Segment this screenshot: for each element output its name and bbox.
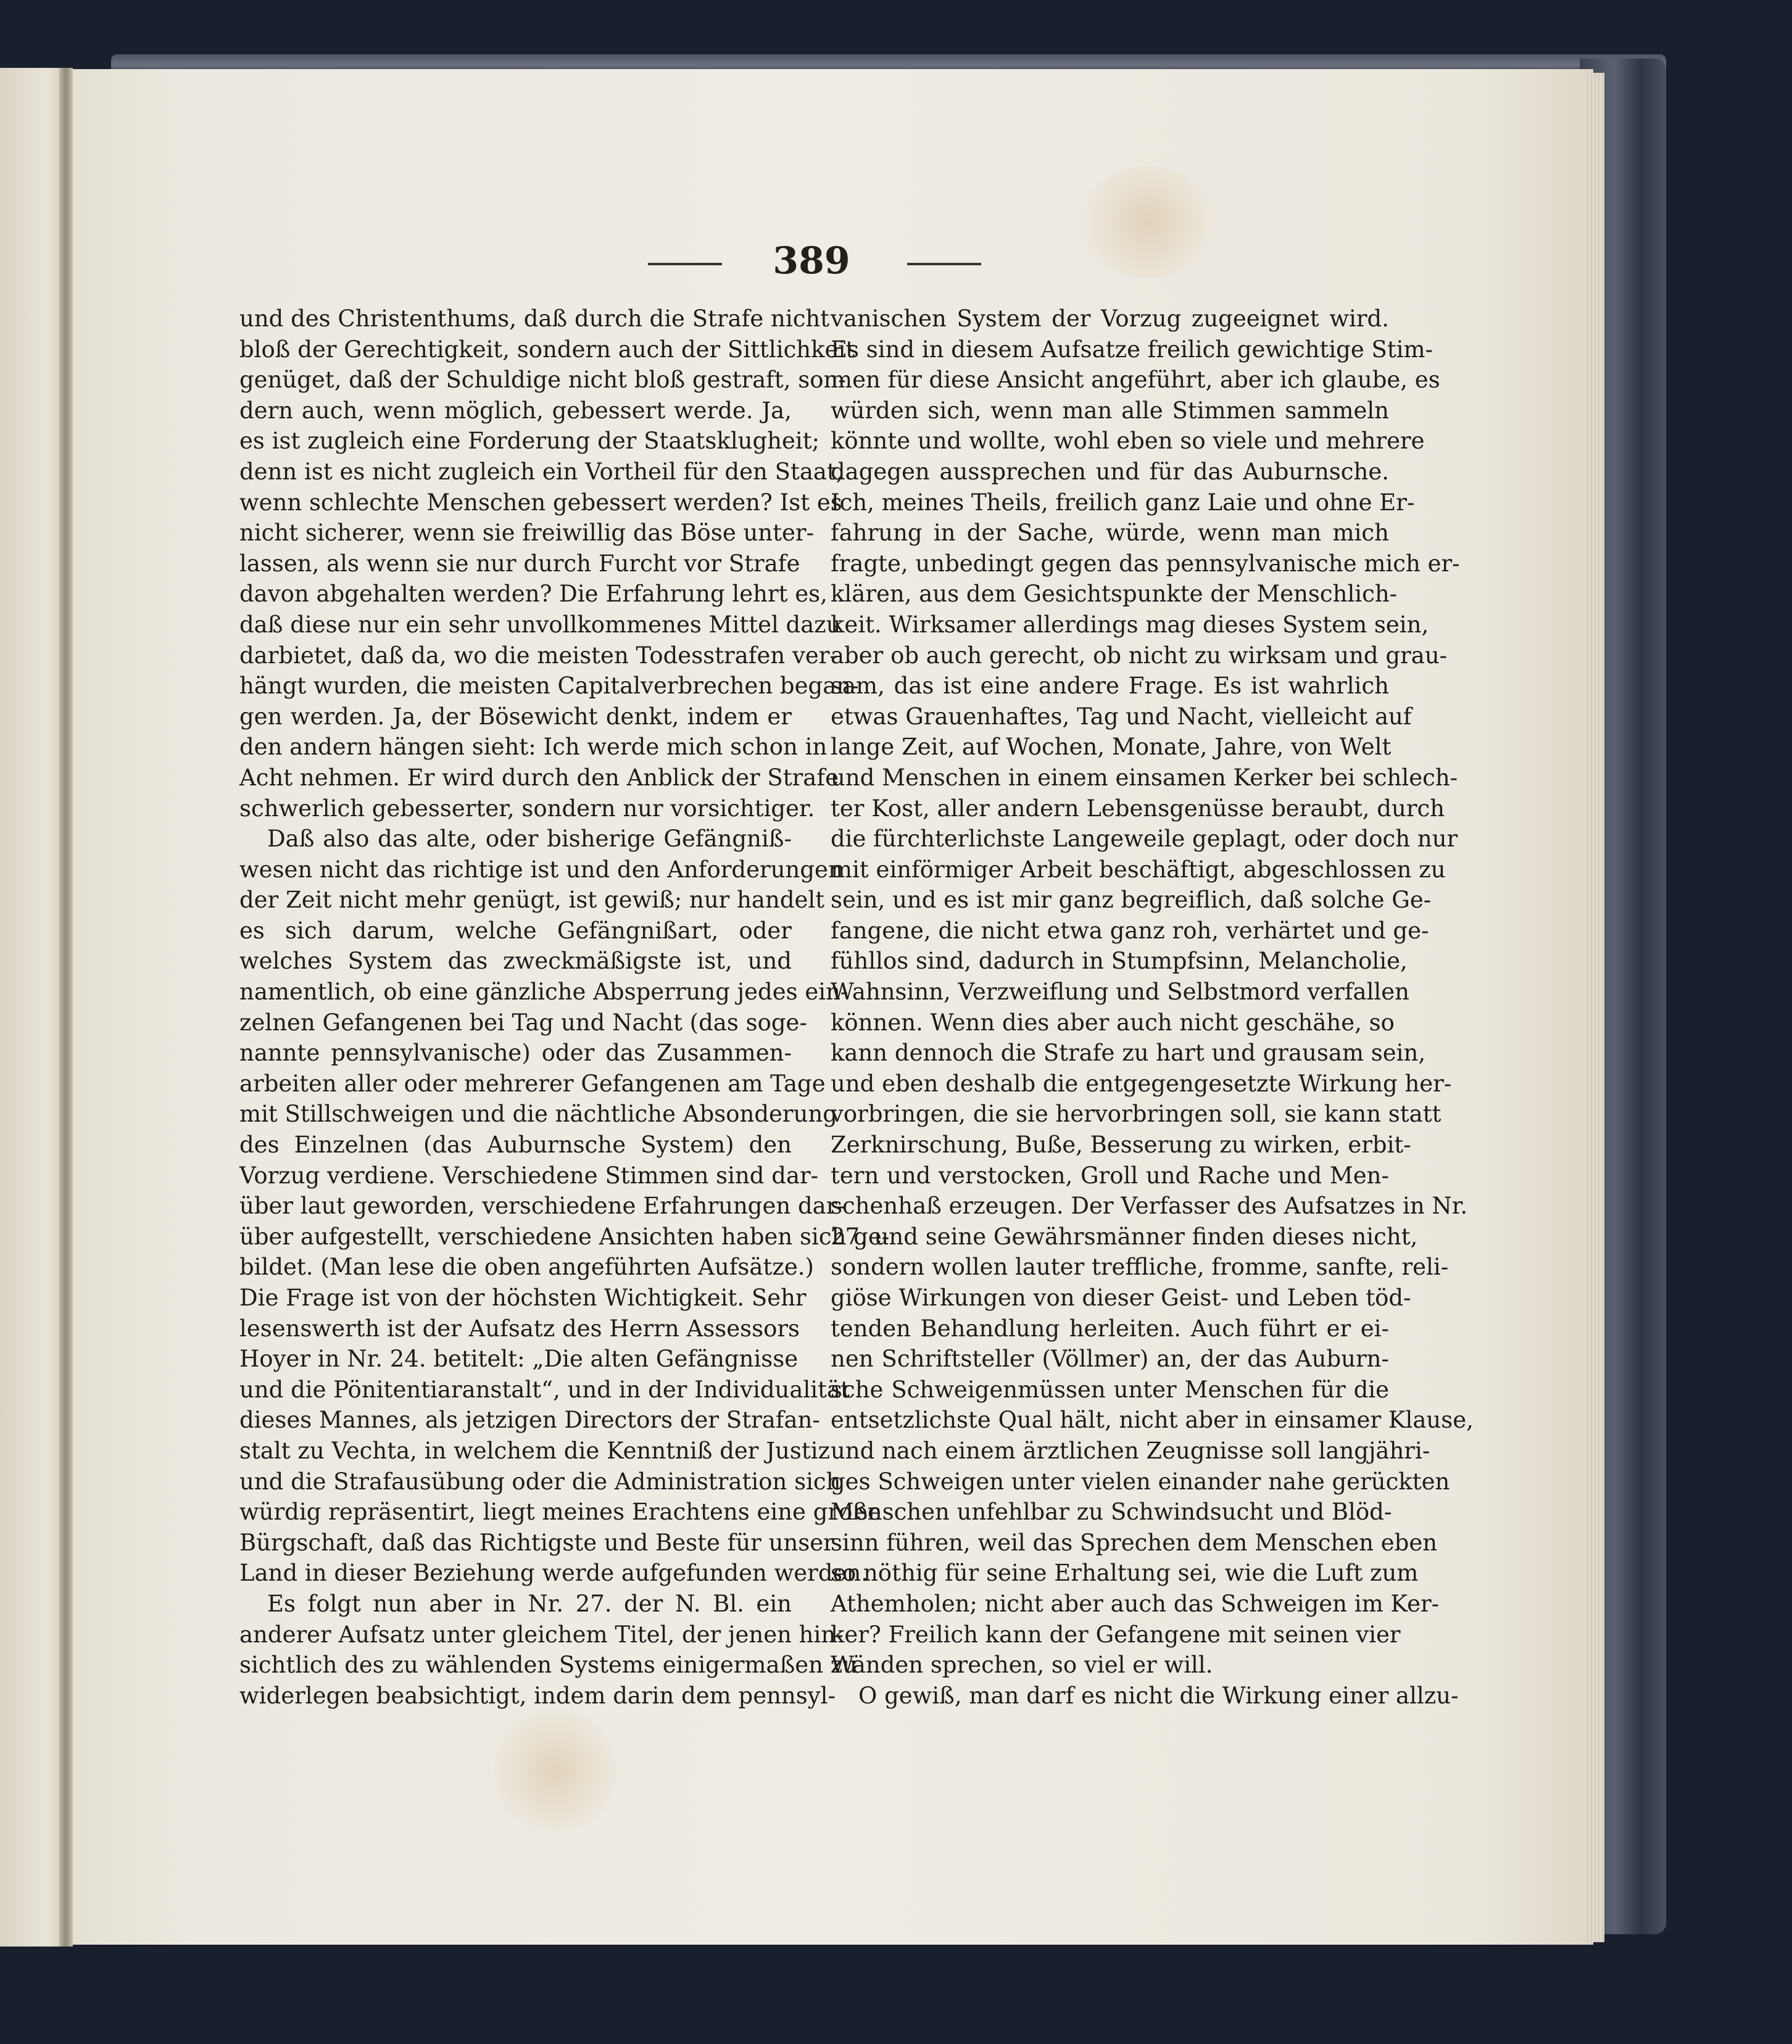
text-line: sein, und es ist mir ganz begreiflich, daß solche Ge- [831,887,1432,914]
text-line: lassen, als wenn sie nur durch Furcht vor Strafe [239,550,800,577]
text-line: so nöthig für seine Erhaltung sei, wie die Luft zum [831,1560,1419,1587]
text-line: wenn schlechte Menschen gebessert werden? Ist es [239,489,842,516]
text-line: men für diese Ansicht angeführt, aber ich glaube, es [831,366,1440,394]
text-line: Acht nehmen. Er wird durch den Anblick der Strafe [239,764,839,791]
text-line: etwas Grauenhaftes, Tag und Nacht, vielleicht auf [831,703,1412,730]
text-line: Vorzug verdiene. Verschiedene Stimmen sind dar- [239,1162,819,1189]
text-line: fühllos sind, dadurch in Stumpfsinn, Melancholie, [831,948,1408,975]
text-column-left [239,304,890,1711]
text-line: bloß der Gerechtigkeit, sondern auch der Sittlichkeit [239,336,855,363]
text-line: und die Pönitentiaranstalt“, und in der Individualität [239,1376,850,1403]
text-line: genüget, daß der Schuldige nicht bloß gestraft, son- [239,366,846,394]
text-line: keit. Wirksamer allerdings mag dieses System sein, [831,611,1429,638]
text-line: tenden Behandlung herleiten. Auch führt er ei- [831,1315,1389,1342]
text-line: welches System das zweckmäßigste ist, und [239,948,792,975]
text-line: darbietet, daß da, wo die meisten Todesstrafen ver- [239,642,837,669]
text-line: über aufgestellt, verschiedene Ansichten haben sich ge- [239,1223,890,1250]
text-line: entsetzlichste Qual hält, nicht aber in einsamer Klause, [831,1407,1474,1434]
page-stack-edge [1586,73,1604,1942]
text-line: es sich darum, welche Gefängnißart, oder [239,917,792,944]
text-line: ker? Freilich kann der Gefangene mit seinen vier [831,1621,1401,1648]
text-line: und des Christenthums, daß durch die Strafe nicht [239,305,830,332]
text-line: O gewiß, man darf es nicht die Wirkung einer allzu- [858,1682,1459,1709]
text-line: aber ob auch gerecht, ob nicht zu wirksam und grau- [831,642,1448,669]
text-line: und Menschen in einem einsamen Kerker bei schlech- [831,764,1458,791]
text-line: Wänden sprechen, so viel er will. [831,1652,1213,1679]
text-line: und eben deshalb die entgegengesetzte Wirkung her- [831,1070,1452,1097]
text-line: ges Schweigen unter vielen einander nahe gerückten [831,1468,1450,1495]
text-line: nicht sicherer, wenn sie freiwillig das Böse unter- [239,519,815,547]
header-rule-left [648,263,722,265]
text-line: zelnen Gefangenen bei Tag und Nacht (das soge- [239,1009,807,1036]
text-line: hängt wurden, die meisten Capitalverbrechen began- [239,672,859,700]
page-number: 389 [773,239,850,283]
text-line: könnte und wollte, wohl eben so viele und mehrere [831,428,1425,455]
text-line: lesenswerth ist der Aufsatz des Herrn Assessors [239,1315,800,1342]
text-line: 27. und seine Gewährsmänner finden dieses nicht, [831,1223,1418,1250]
page-header [648,239,981,283]
text-line: über laut geworden, verschiedene Erfahrungen dar- [239,1193,845,1220]
text-line: Athemholen; nicht aber auch das Schweigen im Ker- [831,1590,1440,1617]
text-line: sche Schweigenmüssen unter Menschen für die [831,1376,1389,1403]
text-line: giöse Wirkungen von dieser Geist- und Leben töd- [831,1285,1411,1311]
text-line: Daß also das alte, oder bisherige Gefängniß- [267,825,792,853]
text-line: vanischen System der Vorzug zugeeignet wird. [831,305,1389,332]
text-line: mit einförmiger Arbeit beschäftigt, abgeschlossen zu [831,856,1446,883]
text-line: wesen nicht das richtige ist und den Anforderungen [239,856,843,883]
text-line: schwerlich gebesserter, sondern nur vorsichtiger. [239,795,815,822]
text-line: des Einzelnen (das Auburnsche System) den [239,1132,792,1159]
text-line: anderer Aufsatz unter gleichem Titel, der jenen hin- [239,1621,844,1648]
paper-stain [1080,167,1216,278]
text-line: stalt zu Vechta, in welchem die Kenntniß der Justiz [239,1437,831,1464]
text-line: Land in dieser Beziehung werde aufgefunden werden. [239,1560,869,1587]
header-rule-right [907,263,981,265]
text-line: sinn führen, weil das Sprechen dem Menschen eben [831,1529,1438,1556]
text-line: Hoyer in Nr. 24. betitelt: „Die alten Gefängnisse [239,1346,799,1373]
text-line: bildet. (Man lese die oben angeführten Aufsätze.) [239,1254,814,1281]
text-line: arbeiten aller oder mehrerer Gefangenen am Tage [239,1070,826,1097]
book-gutter [59,68,73,1947]
text-line: tern und verstocken, Groll und Rache und Men- [831,1162,1389,1189]
text-line: klären, aus dem Gesichtspunkte der Menschlich- [831,581,1398,608]
text-line: davon abgehalten werden? Die Erfahrung lehrt es, [239,581,828,608]
text-line: Menschen unfehlbar zu Schwindsucht und Blöd- [831,1499,1392,1526]
facing-page-edge [0,68,68,1947]
text-line: fragte, unbedingt gegen das pennsylvanische mich er- [831,550,1460,577]
text-line: Ich, meines Theils, freilich ganz Laie und ohne Er- [831,489,1415,516]
text-line: würden sich, wenn man alle Stimmen sammeln [831,397,1389,424]
text-line: nannte pennsylvanische) oder das Zusammen- [239,1040,792,1067]
text-line: schenhaß erzeugen. Der Verfasser des Aufsatzes in Nr. [831,1193,1468,1220]
text-line: Bürgschaft, daß das Richtigste und Beste für unser [239,1529,834,1556]
text-line: Es folgt nun aber in Nr. 27. der N. Bl. ein [267,1590,792,1617]
text-line: sam, das ist eine andere Frage. Es ist wahrlich [831,672,1389,700]
text-line: gen werden. Ja, der Bösewicht denkt, indem er [239,703,792,730]
text-line: und die Strafausübung oder die Administration sich [239,1468,841,1495]
text-line: Wahnsinn, Verzweiflung und Selbstmord verfallen [831,979,1409,1006]
text-column-right [831,304,1474,1711]
text-line: dagegen aussprechen und für das Auburnsche. [831,458,1389,485]
text-line: den andern hängen sieht: Ich werde mich schon in [239,734,828,761]
text-line: der Zeit nicht mehr genügt, ist gewiß; nur handelt [239,887,825,914]
text-line: widerlegen beabsichtigt, indem darin dem pennsyl- [239,1682,836,1709]
text-line: sondern wollen lauter treffliche, fromme, sanfte, reli- [831,1254,1449,1281]
text-line: Zerknirschung, Buße, Besserung zu wirken, erbit- [831,1132,1411,1159]
text-line: es ist zugleich eine Forderung der Staatsklugheit; [239,428,820,455]
text-line: lange Zeit, auf Wochen, Monate, Jahre, von Welt [831,734,1392,761]
text-line: daß diese nur ein sehr unvollkommenes Mittel dazu [239,611,841,638]
text-line: sichtlich des zu wählenden Systems einigermaßen zu [239,1652,858,1679]
text-line: die fürchterlichste Langeweile geplagt, oder doch nur [831,825,1458,853]
text-line: nen Schriftsteller (Völlmer) an, der das Auburn- [831,1346,1389,1373]
text-line: können. Wenn dies aber auch nicht geschähe, so [831,1009,1395,1036]
text-line: ter Kost, aller andern Lebensgenüsse beraubt, durch [831,795,1445,822]
text-line: mit Stillschweigen und die nächtliche Absonderung [239,1101,837,1128]
text-line: kann dennoch die Strafe zu hart und grausam sein, [831,1040,1426,1067]
text-line: namentlich, ob eine gänzliche Absperrung jedes ein- [239,979,848,1006]
text-line: Die Frage ist von der höchsten Wichtigkeit. Sehr [239,1285,807,1311]
text-line: Es sind in diesem Aufsatze freilich gewichtige Stim- [831,336,1433,363]
text-line: und nach einem ärztlichen Zeugnisse soll langjähri- [831,1437,1430,1464]
text-line: würdig repräsentirt, liegt meines Erachtens eine große [239,1499,881,1526]
text-line: denn ist es nicht zugleich ein Vortheil für den Staat, [239,458,844,485]
text-line: dern auch, wenn möglich, gebessert werde. Ja, [239,397,792,424]
text-line: vorbringen, die sie hervorbringen soll, sie kann statt [831,1101,1441,1128]
paper-stain [494,1709,617,1832]
text-line: dieses Mannes, als jetzigen Directors der Strafan- [239,1407,820,1434]
text-line: fahrung in der Sache, würde, wenn man mich [831,519,1389,547]
text-line: fangene, die nicht etwa ganz roh, verhärtet und ge- [831,917,1429,944]
